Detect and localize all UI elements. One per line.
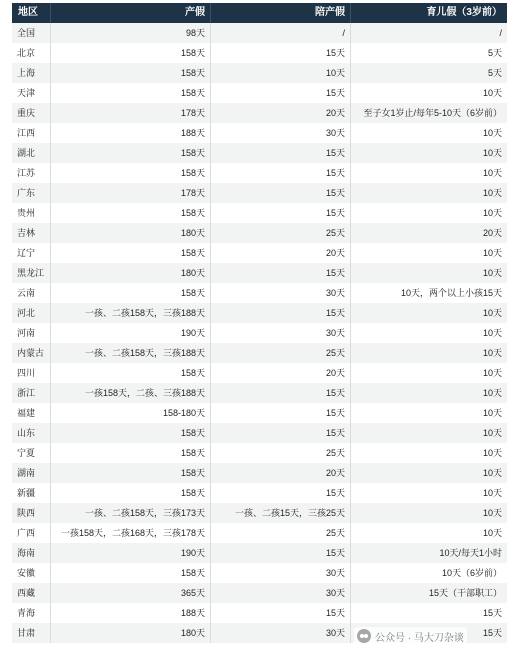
table-row [12,463,507,483]
cell-parental-leave: 5天 [350,43,507,63]
cell-parental-leave: 10天 [350,183,507,203]
cell-region: 西藏 [17,588,36,598]
cell-parental-leave: 10天 [350,383,507,403]
table-row [12,383,507,403]
table-body [12,23,507,643]
cell-region: 河南 [17,328,36,338]
cell-paternity-leave: 25天 [210,343,350,363]
cell-maternity-leave: 158-180天 [50,403,210,423]
cell-maternity-leave: 190天 [50,323,210,343]
cell-paternity-leave: 20天 [210,243,350,263]
cell-maternity-leave: 158天 [50,163,210,183]
cell-parental-leave: 10天 [350,423,507,443]
cell-maternity-leave: 一孩、二孩158天，三孩173天 [50,503,210,523]
cell-parental-leave: 20天 [350,223,507,243]
cell-paternity-leave: 15天 [210,543,350,563]
cell-paternity-leave: 10天 [210,63,350,83]
cell-region: 陕西 [17,508,36,518]
table-row [12,603,507,623]
table-row [12,23,507,43]
cell-region: 内蒙古 [17,348,45,358]
cell-parental-leave: 10天 [350,343,507,363]
cell-parental-leave: 10天 [350,463,507,483]
cell-paternity-leave: 25天 [210,523,350,543]
cell-region: 甘肃 [17,628,36,638]
cell-maternity-leave: 180天 [50,223,210,243]
table-row [12,583,507,603]
cell-maternity-leave: 158天 [50,143,210,163]
cell-paternity-leave: 30天 [210,623,350,643]
cell-region: 辽宁 [17,248,36,258]
cell-maternity-leave: 一孩158天，二孩168天，三孩178天 [50,523,210,543]
watermark-text: 公众号 · 马大刀杂谈 [375,632,464,644]
header-maternity-leave: 产假 [50,3,210,23]
cell-paternity-leave: 30天 [210,563,350,583]
table-row [12,163,507,183]
cell-maternity-leave: 158天 [50,483,210,503]
cell-paternity-leave: 30天 [210,123,350,143]
cell-parental-leave: 10天 [350,503,507,523]
cell-maternity-leave: 158天 [50,563,210,583]
cell-region: 山东 [17,428,36,438]
cell-parental-leave: 15天 [350,603,507,623]
cell-parental-leave: 15天（干部职工） [350,583,507,603]
table-row [12,103,507,123]
cell-maternity-leave: 158天 [50,363,210,383]
leave-policy-table [12,3,507,643]
cell-maternity-leave: 180天 [50,623,210,643]
table-row [12,63,507,83]
cell-maternity-leave: 158天 [50,463,210,483]
cell-parental-leave: 10天 [350,83,507,103]
cell-region: 四川 [17,368,36,378]
cell-maternity-leave: 158天 [50,83,210,103]
cell-region: 黑龙江 [17,268,45,278]
cell-paternity-leave: 15天 [210,143,350,163]
cell-parental-leave: 15天 [350,623,507,643]
cell-paternity-leave: 15天 [210,163,350,183]
cell-paternity-leave: 15天 [210,383,350,403]
cell-region: 全国 [17,28,36,38]
table-row [12,363,507,383]
cell-region: 浙江 [17,388,36,398]
cell-parental-leave: 10天 [350,363,507,383]
cell-parental-leave: 至子女1岁止/每年5-10天（6岁前） [350,103,507,123]
table-row [12,543,507,563]
cell-region: 贵州 [17,208,36,218]
cell-maternity-leave: 158天 [50,203,210,223]
cell-region: 江西 [17,128,36,138]
cell-parental-leave: 10天 [350,263,507,283]
cell-maternity-leave: 180天 [50,263,210,283]
header-paternity-leave: 陪产假 [210,3,350,23]
cell-maternity-leave: 158天 [50,423,210,443]
watermark [354,627,467,645]
cell-maternity-leave: 98天 [50,23,210,43]
cell-region: 安徽 [17,568,36,578]
table-row [12,563,507,583]
cell-region: 吉林 [17,228,36,238]
cell-maternity-leave: 158天 [50,443,210,463]
cell-paternity-leave: / [210,23,350,43]
table-row [12,343,507,363]
header-parental-leave: 育儿假（3岁前） [350,3,507,23]
cell-paternity-leave: 15天 [210,303,350,323]
table-row [12,143,507,163]
cell-region: 广东 [17,188,36,198]
cell-parental-leave: 10天 [350,323,507,343]
cell-maternity-leave: 158天 [50,243,210,263]
cell-paternity-leave: 15天 [210,263,350,283]
cell-parental-leave: 10天 [350,123,507,143]
cell-maternity-leave: 190天 [50,543,210,563]
cell-region: 天津 [17,88,36,98]
cell-parental-leave: 10天 [350,203,507,223]
cell-maternity-leave: 一孩、二孩158天，三孩188天 [50,303,210,323]
cell-region: 北京 [17,48,36,58]
cell-paternity-leave: 25天 [210,443,350,463]
cell-paternity-leave: 30天 [210,283,350,303]
cell-maternity-leave: 158天 [50,283,210,303]
table-row [12,403,507,423]
cell-parental-leave: 10天/每天1小时 [350,543,507,563]
table-row [12,483,507,503]
table-row [12,263,507,283]
cell-parental-leave: / [350,23,507,43]
table-row [12,83,507,103]
table-row [12,203,507,223]
cell-paternity-leave: 20天 [210,463,350,483]
cell-paternity-leave: 30天 [210,583,350,603]
cell-region: 河北 [17,308,36,318]
cell-region: 江苏 [17,168,36,178]
cell-paternity-leave: 一孩、二孩15天，三孩25天 [210,503,350,523]
cell-paternity-leave: 15天 [210,603,350,623]
table-row [12,323,507,343]
cell-paternity-leave: 15天 [210,403,350,423]
cell-region: 宁夏 [17,448,36,458]
cell-maternity-leave: 一孩158天，二孩、三孩188天 [50,383,210,403]
cell-maternity-leave: 188天 [50,603,210,623]
table-row [12,303,507,323]
table-row [12,443,507,463]
cell-paternity-leave: 15天 [210,423,350,443]
cell-maternity-leave: 178天 [50,183,210,203]
cell-parental-leave: 10天，两个以上小孩15天 [350,283,507,303]
cell-paternity-leave: 15天 [210,203,350,223]
cell-region: 新疆 [17,488,36,498]
cell-paternity-leave: 15天 [210,43,350,63]
cell-maternity-leave: 158天 [50,63,210,83]
cell-region: 湖北 [17,148,36,158]
table-row [12,283,507,303]
cell-parental-leave: 10天 [350,163,507,183]
cell-parental-leave: 10天 [350,403,507,423]
cell-paternity-leave: 15天 [210,83,350,103]
table-row [12,523,507,543]
cell-paternity-leave: 20天 [210,103,350,123]
header-region: 地区 [18,7,38,18]
cell-parental-leave: 10天 [350,523,507,543]
cell-region: 湖南 [17,468,36,478]
cell-maternity-leave: 一孩、二孩158天，三孩188天 [50,343,210,363]
cell-maternity-leave: 365天 [50,583,210,603]
cell-region: 云南 [17,288,36,298]
cell-region: 福建 [17,408,36,418]
wechat-icon [357,629,371,643]
cell-region: 上海 [17,68,36,78]
cell-paternity-leave: 20天 [210,363,350,383]
table-row [12,243,507,263]
cell-parental-leave: 10天 [350,303,507,323]
cell-paternity-leave: 15天 [210,183,350,203]
cell-maternity-leave: 188天 [50,123,210,143]
cell-parental-leave: 10天（6岁前） [350,563,507,583]
cell-paternity-leave: 30天 [210,323,350,343]
cell-region: 重庆 [17,108,36,118]
cell-parental-leave: 10天 [350,243,507,263]
cell-region: 海南 [17,548,36,558]
table-row [12,43,507,63]
table-row [12,423,507,443]
cell-maternity-leave: 178天 [50,103,210,123]
cell-parental-leave: 10天 [350,483,507,503]
cell-region: 广西 [17,528,36,538]
cell-paternity-leave: 15天 [210,483,350,503]
cell-parental-leave: 10天 [350,143,507,163]
cell-paternity-leave: 25天 [210,223,350,243]
table-row [12,123,507,143]
cell-region: 青海 [17,608,36,618]
table-row [12,183,507,203]
cell-parental-leave: 5天 [350,63,507,83]
table-row [12,503,507,523]
cell-parental-leave: 10天 [350,443,507,463]
table-header [12,3,507,23]
table-row [12,223,507,243]
cell-maternity-leave: 158天 [50,43,210,63]
